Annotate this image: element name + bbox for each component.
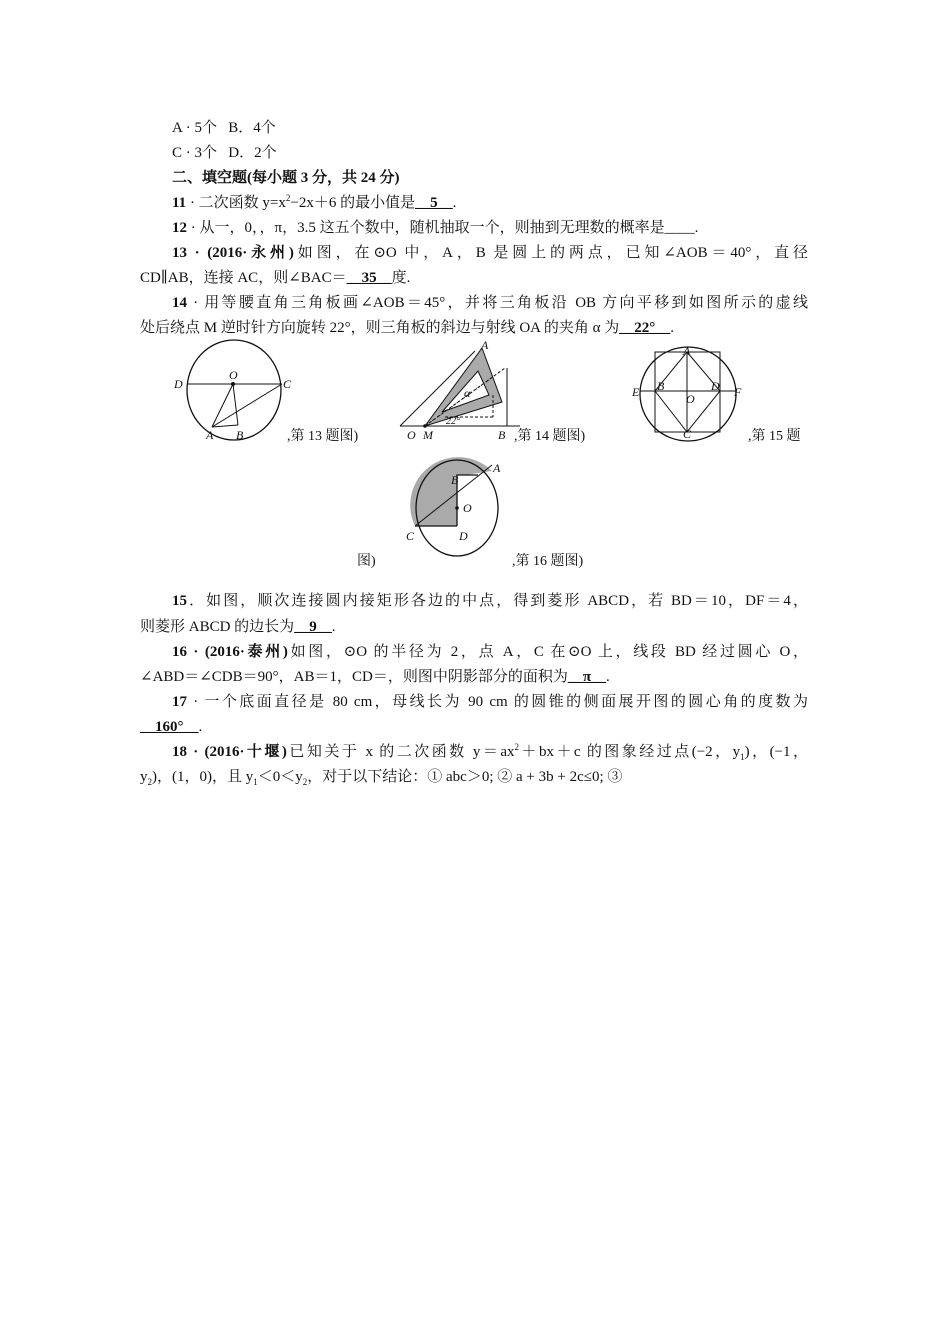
text: 13 <box>172 245 187 261</box>
figure-15-caption-cont: 图) <box>357 554 376 569</box>
text: 则菱形 ABCD 的边长为 <box>140 619 295 635</box>
label-alpha: α <box>464 386 471 400</box>
label-b: B <box>657 379 665 393</box>
answer-15: __9__ <box>294 619 332 635</box>
text: 1 <box>740 752 745 762</box>
question-15 <box>172 591 808 611</box>
label-b: B <box>451 473 459 487</box>
label-a: A <box>481 338 489 352</box>
section-heading: 二、填空题(每小题 3 分，共 24 分) <box>172 170 400 186</box>
figure-14-diagram <box>400 335 520 450</box>
answer-14: __22°__ <box>619 320 671 336</box>
question-16 <box>172 642 808 662</box>
text: )，(1，0)，且 y <box>152 769 254 785</box>
question-18 <box>172 742 808 762</box>
text: ＋bx＋c 的图象经过点(−2，y <box>519 744 741 760</box>
label-b: B <box>236 428 244 442</box>
text: · (2016·泰州) <box>187 644 288 660</box>
text: )，(−1， <box>744 744 808 760</box>
text: 度. <box>391 270 411 286</box>
label-f: F <box>734 385 742 399</box>
text: · (2016·十堰) <box>187 744 287 760</box>
text: 11 <box>172 195 187 211</box>
text: 2 <box>147 777 152 787</box>
question-17 <box>172 692 808 712</box>
text: ．如图，顺次连接圆内接矩形各边的中点，得到菱形 ABCD，若 BD＝10，DF＝4， <box>187 593 808 609</box>
text: 2 <box>302 777 308 787</box>
text: · (2016·永州) <box>187 245 294 261</box>
label-a: A <box>493 461 501 475</box>
answer-12: ____ <box>664 220 695 236</box>
text: 1 <box>253 777 258 787</box>
label-a: A <box>683 344 691 358</box>
question-14 <box>172 293 808 313</box>
text: −2x＋6 的最小值是 <box>290 195 416 211</box>
text: . <box>331 619 336 635</box>
label-m: M <box>423 428 433 442</box>
figure-16-diagram <box>400 460 530 560</box>
text: 2 <box>285 193 291 203</box>
text: . <box>670 320 675 336</box>
text: · 二次函数 y=x <box>186 195 286 211</box>
option-line-ab <box>172 118 276 138</box>
label-o: O <box>463 501 472 515</box>
label-d: D <box>174 377 183 391</box>
figure-14-caption: ,第 14 题图) <box>514 429 586 444</box>
question-16-cont <box>140 667 610 687</box>
text: ∠ABD＝∠CDB＝90°，AB＝1，CD＝，则图中阴影部分的面积为 <box>140 669 568 685</box>
label-a: A <box>206 428 214 442</box>
question-13-cont <box>140 268 410 288</box>
text: 如图，⊙O 的半径为 2，点 A，C 在⊙O 上，线段 BD 经过圆心 O， <box>287 644 809 660</box>
text: 15 <box>172 593 187 609</box>
text: . <box>606 669 610 685</box>
figure-16-caption: ,第 16 题图) <box>512 554 584 569</box>
text: y <box>140 769 148 785</box>
question-18-cont <box>140 767 622 787</box>
option-c: C · 3个 <box>172 145 218 161</box>
answer-17: __160°__ <box>140 719 199 735</box>
label-c: C <box>406 529 415 543</box>
question-17-cont <box>140 717 202 737</box>
label-c: C <box>283 377 292 391</box>
text: 12 <box>172 220 187 236</box>
answer-11: __5__ <box>415 195 453 211</box>
text: . <box>198 719 203 735</box>
text: · 一个底面直径是 80 cm，母线长为 90 cm 的圆锥的侧面展开图的圆心角的度数为 <box>187 694 808 710</box>
text: . <box>452 195 457 211</box>
label-o: O <box>407 428 416 442</box>
option-b: B．4个 <box>228 120 276 136</box>
text: 16 <box>172 644 187 660</box>
text: · 从一，0，，π，3.5 这五个数中，随机抽取一个，则抽到无理数的概率是 <box>187 220 665 236</box>
question-13 <box>172 243 808 263</box>
label-d: D <box>459 529 468 543</box>
text: 处后绕点 M 逆时针方向旋转 22°，则三角板的斜边与射线 OA 的夹角 α 为 <box>140 320 620 336</box>
text: 已知关于 x 的二次函数 y＝ax <box>286 744 515 760</box>
text: 18 <box>172 744 187 760</box>
label-e: E <box>632 385 640 399</box>
text: 17 <box>172 694 187 710</box>
question-12 <box>172 218 698 238</box>
answer-13: __35__ <box>346 270 392 286</box>
answer-16: __π__ <box>567 669 607 685</box>
label-b: B <box>498 428 506 442</box>
figure-15-diagram <box>630 343 750 443</box>
text: ，对于以下结论：① abc＞0; ② a + 3b + 2c≤0; ③ <box>307 769 623 785</box>
label-d: D <box>711 379 720 393</box>
label-22-deg: 22° <box>446 416 460 427</box>
question-15-cont <box>140 617 335 637</box>
text: ＜0＜y <box>257 769 303 785</box>
option-d: D．2个 <box>228 145 277 161</box>
option-a: A · 5个 <box>172 120 218 136</box>
figure-13-caption: ,第 13 题图) <box>287 429 359 444</box>
question-11 <box>172 193 456 213</box>
text: CD∥AB，连接 AC，则∠BAC＝ <box>140 270 347 286</box>
option-line-cd <box>172 143 277 163</box>
text: 14 <box>172 295 187 311</box>
label-o: O <box>686 392 695 406</box>
label-c: C <box>683 427 692 441</box>
text: . <box>694 220 699 236</box>
text: 如图，在⊙O 中，A，B 是圆上的两点，已知∠AOB＝40°，直径 <box>293 245 808 261</box>
text: 2 <box>514 742 520 752</box>
label-o: O <box>229 368 238 382</box>
figure-15-caption: ,第 15 题 <box>748 429 801 444</box>
text: · 用等腰直角三角板画∠AOB＝45°，并将三角板沿 OB 方向平移到如图所示的虚线 <box>187 295 808 311</box>
